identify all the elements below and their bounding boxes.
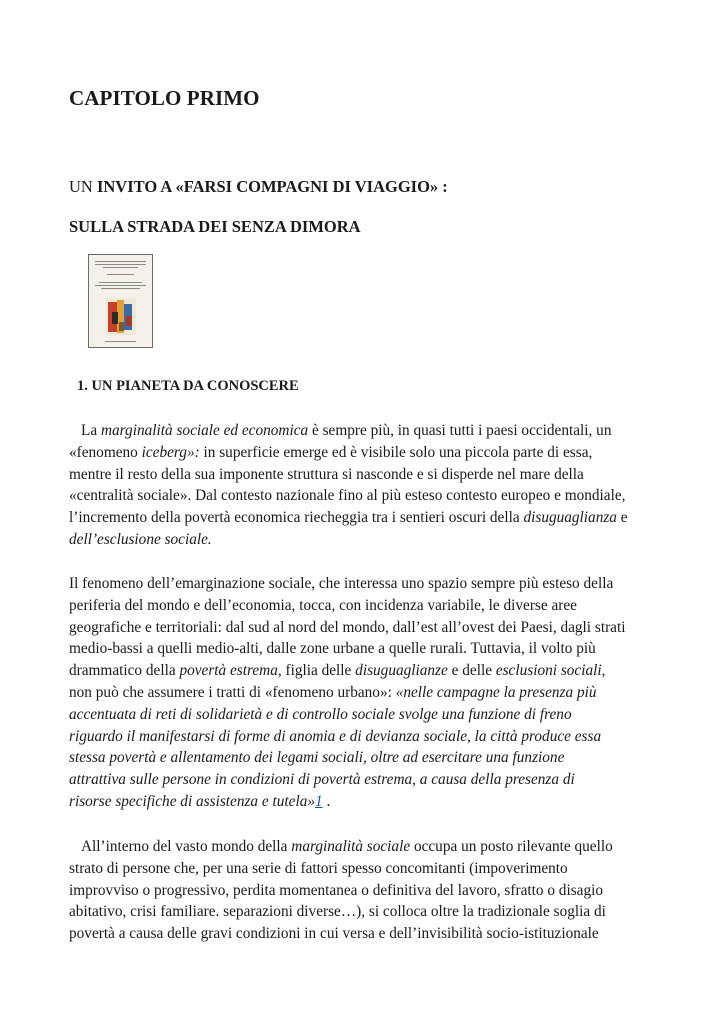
cover-artwork-icon: [106, 298, 136, 335]
chapter-subtitle-line2: SULLA STRADA DEI SENZA DIMORA: [69, 217, 361, 236]
section-heading: 1. UN PIANETA DA CONOSCERE: [77, 378, 299, 394]
chapter-subtitle-line1: [69, 177, 448, 197]
footnote-link[interactable]: 1: [315, 792, 323, 810]
subtitle-bold: INVITO A «FARSI COMPAGNI DI VIAGGIO» :: [96, 177, 448, 196]
subtitle-prefix: UN: [69, 177, 97, 196]
paragraph-3: All’interno del vasto mondo della marginalità sociale occupa un posto rilevante quello strato di persone che, per una serie di fattori spesso concomitanti (impoverimento improvviso o progressivo, perdita momentanea o definitiva del lavoro, sfratto o disagio abitativo, crisi familiare. separazioni diverse…), si colloca oltre la tradizionale soglia di povertà a causa delle gravi condizioni in cui versa e dell’invisibilità socio-istituzionale: [69, 838, 613, 943]
chapter-title: CAPITOLO PRIMO: [69, 86, 260, 110]
paragraph-1: La marginalità sociale ed economica è sempre più, in quasi tutti i paesi occidentali, un «fenomeno iceberg»: in superficie emerge ed è visibile solo una piccola parte di essa, mentre il resto della sua imponente struttura si nasconde e si disperde nel mare della «centralità sociale». Dal contesto nazionale fino al più esteso contesto europeo e mondiale, l’incremento della povertà economica riecheggia tra i sentieri oscuri della disuguaglianza e dell’esclusione sociale.: [69, 422, 628, 548]
book-cover-image: [88, 254, 153, 348]
paragraph-2: Il fenomeno dell’emarginazione sociale, che interessa uno spazio sempre più esteso della periferia del mondo e dell’economia, tocca, con incidenza variabile, le diverse aree geografiche e territoriali: dal sud al nord del mondo, dall’est all’ovest dei Paesi, dagli strati medio-bassi a quelli medio-alti, dalle zone urbane a quelle rurali. Tuttavia, il volto più drammatico della povertà estrema, figlia delle disuguaglianze e delle esclusioni sociali, non può che assumere i tratti di «fenomeno urbano»: «nelle campagne la presenza più accentuata di reti di solidarietà e di controllo sociale svolge una funzione di freno riguardo il manifestarsi di forme di anomia e di devianza sociale, la città produce essa stessa povertà e allentamento dei legami sociali, oltre ad esercitare una funzione attrattiva sulle persone in condizioni di povertà estrema, a causa della presenza di risorse specifiche di assistenza e tutela»1 .: [69, 575, 626, 810]
